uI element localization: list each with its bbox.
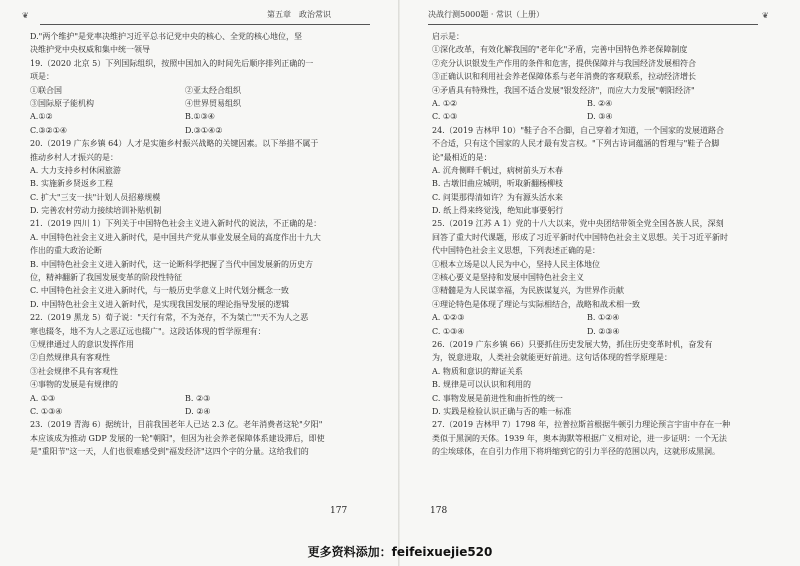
- text-line: 25.（2019 江苏 A 1）党的十八大以来，党中央团结带领全党全国各族人民，深刻: [432, 219, 724, 229]
- option: D. 实践是检验认识正确与否的唯一标准: [432, 406, 572, 416]
- text-line: 22.（2019 黑龙 5）荀子说："天行有常，不为尧存，不为桀亡""天不为人之恶: [30, 313, 309, 323]
- left-page-header: 第五章 政治常识: [267, 10, 331, 19]
- left-page-body: [30, 30, 375, 459]
- option: D. ②④: [185, 406, 211, 416]
- option: D. ②③④: [587, 326, 620, 336]
- text-line: D. 完善农村劳动力接续培训补贴机制: [30, 206, 162, 216]
- option: A. ①③: [30, 393, 56, 403]
- option: A. ①②③: [432, 313, 465, 323]
- option: ①联合国: [30, 85, 62, 95]
- text-line: 作出的重大政治论断: [30, 246, 102, 256]
- text-line: 位，精神翻新了我国发展变革的阶段性特征: [30, 273, 182, 283]
- option: B.①③④: [185, 112, 215, 122]
- option: B. 古墩旧曲应城明，听取新翻杨柳枝: [432, 179, 563, 189]
- text-line: 23.（2019 青海 6）据统计，目前我国老年人已达 2.3 亿。老年消费者这轮"夕阳": [30, 420, 323, 430]
- option: ④理论特色是体现了理论与实际相结合，战略和战术相一致: [432, 299, 640, 309]
- text-line: 27.（2019 吉林甲 7）1798 年，拉普拉斯首根据牛顿引力理论预言宇宙中存在一种: [432, 420, 731, 430]
- option: ②充分认识银发生产作用的条件和危害，提供保障并与我国经济发展相符合: [432, 58, 696, 68]
- text-line: 寒也辍冬，地不为人之恶辽远也辍广"。这段话体现的哲学原理有：: [30, 326, 266, 336]
- text-line: 26.（2019 广东乡镇 66）只要抓住历史发展大势，抓住历史变革时机，奋发有: [432, 339, 713, 349]
- footer-text: 更多资料添加：feifeixuejie520: [307, 545, 493, 559]
- option: D.③①④②: [185, 125, 223, 135]
- option: ①深化改革，有效化解我国的"老年化"矛盾，完善中国特色养老保障制度: [432, 45, 688, 55]
- text-line: C. 中国特色社会主义进入新时代，与一般历史学意义上时代划分概念一致: [30, 286, 289, 296]
- option: ④世界贸易组织: [185, 98, 241, 108]
- option: D. ③④: [587, 112, 613, 122]
- option: C. ①③④: [432, 326, 465, 336]
- text-line: 论"最相近的是：: [432, 152, 492, 162]
- text-line: 启示是：: [432, 32, 464, 41]
- option: A.①②: [30, 112, 53, 122]
- page-number: 178: [430, 506, 448, 516]
- text-line: 是"重阳节"这一天，人们也很难感受到"福发经济"这四个字的分量。这给我们的: [30, 447, 309, 457]
- option: ①根本立场是以人民为中心，坚持人民主体地位: [432, 259, 600, 269]
- option-row: [30, 405, 375, 418]
- page-number: 177: [330, 506, 348, 516]
- text-line: A. 中国特色社会主义进入新时代，是中国共产党从事业发展全局的高度作出十九大: [30, 232, 321, 242]
- text-line: 回答了重大时代课题，形成了习近平新时代中国特色社会主义思想。关于习近平新时: [432, 232, 728, 242]
- option: A. 物质和意识的辩证关系: [432, 366, 523, 376]
- text-line: 24.（2019 吉林甲 10）"鞋子合不合脚，自己穿着才知道，一个国家的发展道路合: [432, 125, 725, 135]
- promo-footer: [0, 543, 800, 560]
- text-line: 20.（2019 广东乡镇 64）人才是实施乡村振兴战略的关键因素。以下举措不属于: [30, 139, 319, 149]
- option-row: [30, 124, 375, 137]
- option: A. 沉舟侧畔千帆过，病树前头万木春: [432, 165, 563, 175]
- text-line: B. 中国特色社会主义进入新时代，这一论断科学把握了当代中国发展新的历史方: [30, 259, 313, 269]
- option: ①规律通过人的意识发挥作用: [30, 339, 134, 349]
- text-line: 项是：: [30, 72, 54, 82]
- option: B. ②④: [587, 98, 613, 108]
- right-page-body: [432, 30, 777, 459]
- option: ②亚太经合组织: [185, 85, 241, 95]
- option: D. 纸上得来终觉浅，绝知此事要躬行: [432, 206, 564, 216]
- text-line: B. 实施新乡贤返乡工程: [30, 179, 113, 189]
- header-rule: [40, 24, 370, 25]
- option-row: [30, 110, 375, 123]
- option-row: [432, 110, 777, 123]
- option-row: [30, 84, 375, 97]
- text-line: C. 扩大"三支一扶"计划人员招募规模: [30, 192, 161, 202]
- option: ③国际原子能机构: [30, 98, 94, 108]
- text-line: D."两个维护"是党率决维护习近平总书记党中央的核心、全党的核心地位，坚: [30, 32, 303, 41]
- option: ③正确认识和利用社会养老保障体系与老年消费的客观联系，拉动经济增长: [432, 72, 696, 82]
- text-line: 本应该成为推动 GDP 发展的一轮"朝阳"，但因为社会养老保障体系建设滞后，即使: [30, 433, 325, 443]
- option-row: [30, 97, 375, 110]
- option-row: [432, 97, 777, 110]
- text-line: 不合适，只有这个国家的人民才最有发言权。"下列古诗词蕴涵的哲理与"鞋子合脚: [432, 139, 720, 149]
- option: ②自然规律具有客观性: [30, 353, 110, 363]
- option: C. 事物发展是前进性和曲折性的统一: [432, 393, 563, 403]
- text-line: 为，锐意进取，人类社会就能更好前进。这句话体现的哲学原理是：: [432, 353, 672, 363]
- option: C. 问渠那得清如许？为有源头活水来: [432, 192, 563, 202]
- text-line: 代中国特色社会主义思想，下列表述正确的是：: [432, 246, 600, 256]
- option: ③精髓是为人民谋幸福，为民族谋复兴，为世界作贡献: [432, 286, 624, 296]
- option-row: [432, 325, 777, 338]
- option: C. ①③: [432, 112, 458, 122]
- option-row: [30, 392, 375, 405]
- header-rule: [428, 24, 758, 25]
- option: C.③②①④: [30, 125, 68, 135]
- right-page: [400, 0, 800, 566]
- text-line: 决维护党中央权威和集中统一领导: [30, 45, 150, 55]
- text-line: 推动乡村人才振兴的是：: [30, 152, 118, 162]
- option: B. ②③: [185, 393, 211, 403]
- option: ④事物的发展是有规律的: [30, 380, 118, 390]
- text-line: 类似于黑洞的天体。1939 年，奥本海默等根据广义相对论，进一步证明：一个无法: [432, 433, 727, 443]
- text-line: 的尘埃球体，在自引力作用下将坍缩到它的引力半径的范围以内，这就形成黑洞。: [432, 447, 720, 457]
- option: A. ①②: [432, 98, 458, 108]
- text-line: 19.（2020 北京 5）下列国际组织，按照中国加入的时间先后顺序排列正确的一: [30, 58, 314, 68]
- text-line: D. 中国特色社会主义进入新时代，是实现我国发展的理论指导发展的逻辑: [30, 299, 290, 309]
- option: C. ①③④: [30, 406, 63, 416]
- right-page-header: 决战行测5000题 · 常识（上册）: [428, 10, 544, 19]
- text-line: 21.（2019 四川 1）下列关于中国特色社会主义进入新时代的说法，不正确的是：: [30, 219, 322, 229]
- option-row: [432, 311, 777, 324]
- option: ③社会规律不具有客观性: [30, 366, 118, 376]
- option: B. ①②④: [587, 313, 620, 323]
- leaf-ornament-icon: ❦: [22, 11, 29, 20]
- option: B. 规律是可以认识和利用的: [432, 380, 531, 390]
- option: ④矛盾具有特殊性，我国不适合发展"银发经济"，而应大力发展"朝阳经济": [432, 85, 695, 95]
- option: ②核心要义是坚持和发展中国特色社会主义: [432, 273, 584, 283]
- text-line: A. 大力支持乡村休闲旅游: [30, 165, 121, 175]
- leaf-ornament-icon: ❦: [762, 11, 769, 20]
